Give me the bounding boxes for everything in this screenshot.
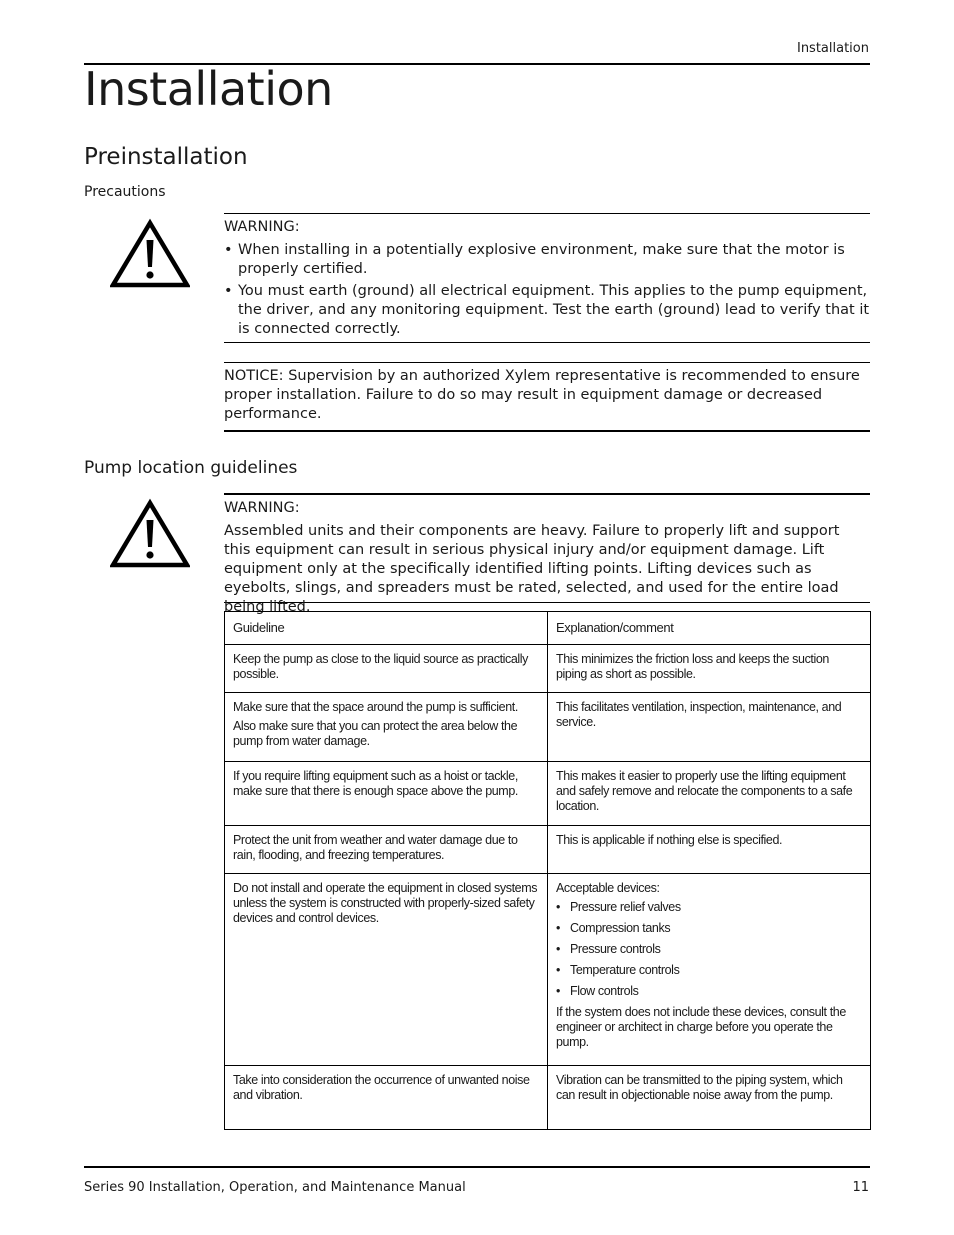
guideline-cell: Take into consideration the occurrence of unwanted noise and vibration. — [225, 1066, 548, 1130]
guideline-text: Make sure that the space around the pump is sufficient. — [233, 700, 518, 714]
guideline-cell: Do not install and operate the equipment in closed systems unless the system is constructed with properly-sized safety devices and control devices. — [225, 874, 548, 1066]
list-item: • Temperature controls — [556, 963, 862, 978]
guideline-cell — [225, 693, 548, 762]
explanation-cell: This is applicable if nothing else is specified. — [548, 826, 871, 874]
explanation-cell: Vibration can be transmitted to the piping system, which can result in objectionable noise away from the pump. — [548, 1066, 871, 1130]
warning-label: WARNING: — [224, 500, 300, 516]
table-row — [225, 874, 871, 1066]
table-row — [225, 1066, 871, 1130]
table-header-row — [225, 612, 871, 645]
notice-box — [224, 362, 870, 432]
footer-manual-title: Series 90 Installation, Operation, and Maintenance Manual — [84, 1180, 466, 1195]
table-row — [225, 693, 871, 762]
explanation-cell: This minimizes the friction loss and keeps the suction piping as short as possible. — [548, 645, 871, 693]
warning-box-precautions — [224, 213, 870, 343]
guidelines-table — [224, 611, 871, 1130]
page-number: 11 — [852, 1180, 869, 1195]
footer-rule — [84, 1166, 870, 1168]
warning-item: • You must earth (ground) all electrical equipment. This applies to the pump equipment, the driver, and any monitoring equipment. Test the earth (ground) lead to verify that it is connected correctly. — [224, 282, 870, 339]
guideline-cell: If you require lifting equipment such as a hoist or tackle, make sure that there is enough space above the pump. — [225, 762, 548, 826]
warning-item: • When installing in a potentially explosive environment, make sure that the motor is properly certified. — [224, 241, 870, 279]
list-item: • Pressure controls — [556, 942, 862, 957]
running-header: Installation — [796, 41, 869, 56]
warning-box-lifting — [224, 493, 870, 615]
table-row — [225, 762, 871, 826]
explanation-text: Acceptable devices: — [556, 881, 660, 895]
warning-triangle-icon — [110, 498, 190, 568]
guideline-cell: Keep the pump as close to the liquid source as practically possible. — [225, 645, 548, 693]
column-header-guideline: Guideline — [225, 612, 548, 645]
warning-triangle-icon — [110, 218, 190, 288]
pump-location-heading: Pump location guidelines — [84, 458, 298, 478]
page-title: Installation — [84, 62, 333, 116]
explanation-text: If the system does not include these devices, consult the engineer or architect in charge before you operate the pump. — [556, 1005, 846, 1049]
explanation-cell — [548, 874, 871, 1066]
list-item: • Compression tanks — [556, 921, 862, 936]
warning-list — [224, 241, 870, 339]
guideline-text: Also make sure that you can protect the area below the pump from water damage. — [233, 719, 518, 748]
explanation-cell: This makes it easier to properly use the lifting equipment and safely remove and relocate the components to a safe location. — [548, 762, 871, 826]
table-row — [225, 645, 871, 693]
section-heading: Preinstallation — [84, 144, 248, 170]
subsection-heading: Precautions — [84, 184, 166, 200]
explanation-cell: This facilitates ventilation, inspection, maintenance, and service. — [548, 693, 871, 762]
list-item: • Pressure relief valves — [556, 900, 862, 915]
notice-text: Supervision by an authorized Xylem representative is recommended to ensure proper installation. Failure to do so may result in equipment damage or decreased performance. — [224, 368, 860, 422]
table-row — [225, 826, 871, 874]
guideline-cell: Protect the unit from weather and water damage due to rain, flooding, and freezing temperatures. — [225, 826, 548, 874]
device-list — [556, 900, 862, 999]
warning-label: WARNING: — [224, 219, 300, 235]
column-header-explanation: Explanation/comment — [548, 612, 871, 645]
list-item: • Flow controls — [556, 984, 862, 999]
notice-label: NOTICE: — [224, 368, 284, 384]
warning-text: Assembled units and their components are heavy. Failure to properly lift and support this equipment can result in serious physical injury and/or equipment damage. Lift equipment only at the specifically identified lifting points. Lifting devices such as eyebolts, slings, and spreaders must be rated, selected, and used for the entire load being lifted. — [224, 523, 840, 615]
